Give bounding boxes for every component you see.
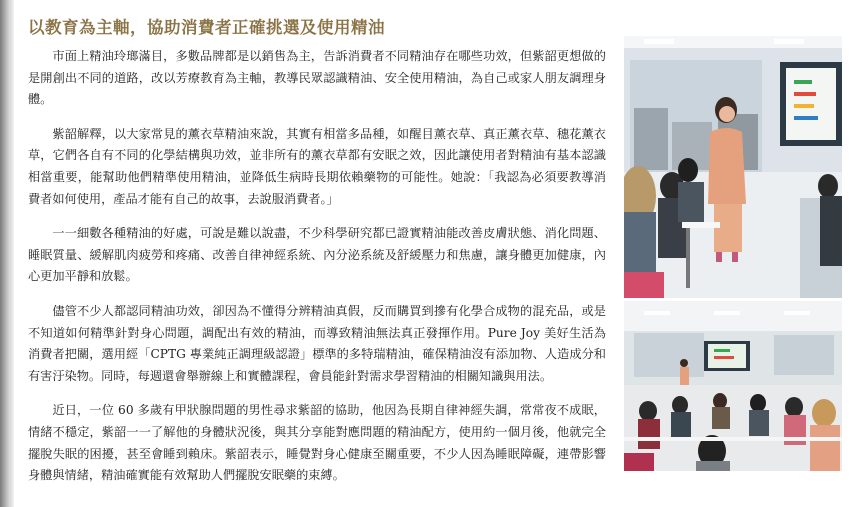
paragraph-4: 儘管不少人都認同精油功效，卻因為不懂得分辨精油真假，反而購買到摻有化學合成物的混充品，或是不知道如何精準針對身心問題，調配出有效的精油，而導致精油無法真正發揮作用。Pure Joy 美好生活為消費者把關，選用經「CPTG 專業純正調理級認證」標準的多特瑞精油，確保精油沒有添加物、人造成分和有害汙染物。同時，每週還會舉辦線上和實體課程，會員能針對需求學習精油的相關知識與用法。 bbox=[28, 303, 606, 383]
photo-speaker-presenting bbox=[624, 36, 842, 298]
photo-column bbox=[624, 36, 842, 471]
paragraph-2: 紫韶解釋，以大家常見的薰衣草精油來說，其實有相當多品種，如醒目薰衣草、真正薰衣草、穗花薰衣草，它們各自有不同的化學結構與功效，並非所有的薰衣草都有安眠之效，因此讓使用者對精油有基本認識相當重要，能幫助他們精準使用精油，並降低生病時長期依賴藥物的可能性。她說：「我認為必須要教導消費者如何使用，產品才能有自己的故事，去說服消費者。」 bbox=[28, 126, 606, 206]
paragraph-3: 一一細數各種精油的好處，可說是難以說盡，不少科學研究都已證實精油能改善皮膚狀態、消化問題、睡眠質量、緩解肌肉疲勞和疼痛、改善自律神經系統、內分泌系統及舒緩壓力和焦慮，讓身體更加健康，內心更加平靜和放鬆。 bbox=[28, 226, 606, 284]
page-edge-shadow bbox=[0, 0, 14, 507]
photo-classroom-audience bbox=[624, 301, 842, 471]
paragraph-5: 近日，一位 60 多歲有甲狀腺問題的男性尋求紫韶的協助，他因為長期自律神經失調，常常夜不成眠，情緒不穩定，紫韶一一了解他的身體狀況後，與其分享能對應問題的精油配方，使用約一個月後，他就完全擺脫失眠的困擾，甚至會睡到賴床。紫韶表示，睡覺對身心健康至關重要，不少人因為睡眠障礙，連帶影響身體與情緒，精油確實能有效幫助人們擺脫安眠藥的束縛。 bbox=[28, 403, 606, 483]
paragraph-1: 市面上精油玲瑯滿目，多數品牌都是以銷售為主，告訴消費者不同精油存在哪些功效，但紫韶更想做的是開創出不同的道路，改以芳療教育為主軸，教導民眾認識精油、安全使用精油，為自己或家人朋友調理身體。 bbox=[28, 49, 606, 107]
article-title: 以教育為主軸，協助消費者正確挑選及使用精油 bbox=[28, 18, 385, 37]
article bbox=[28, 14, 606, 500]
speaker-photo-illustration bbox=[624, 36, 842, 298]
classroom-photo-illustration bbox=[624, 301, 842, 471]
